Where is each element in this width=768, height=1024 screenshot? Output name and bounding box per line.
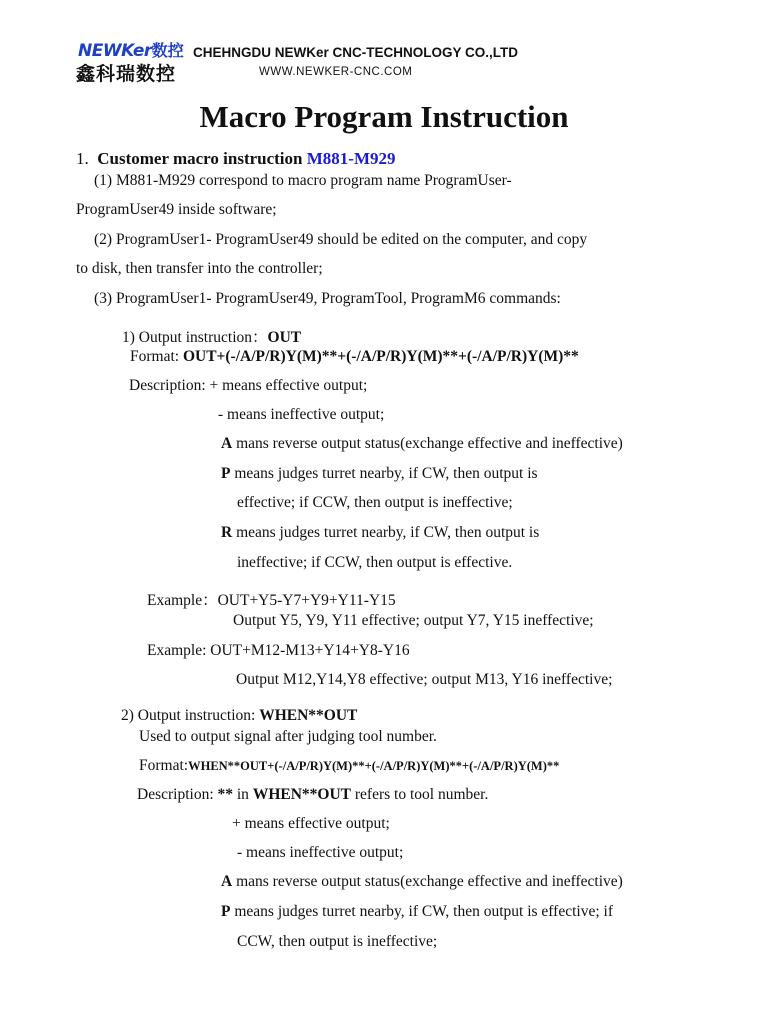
when-desc-key-2: WHEN**OUT (252, 786, 351, 803)
when-format (139, 757, 559, 775)
when-description (137, 786, 488, 804)
out-heading-cmd: OUT (267, 329, 302, 346)
section-range: M881-M929 (306, 149, 396, 168)
out-desc-a (221, 435, 623, 453)
out-p-text-1: means judges turret nearby, if CW, then output is (230, 465, 538, 482)
out-format (130, 348, 579, 366)
paragraph-2-line-1: (2) ProgramUser1- ProgramUser49 should be edited on the computer, and copy (94, 231, 588, 248)
out-example-1: Example：OUT+Y5-Y7+Y9+Y11-Y15 (147, 592, 396, 609)
out-desc-r-line-2: ineffective; if CCW, then output is effective. (237, 554, 513, 571)
when-desc-p (221, 903, 613, 921)
out-desc-r (221, 524, 539, 542)
out-example-1-result: Output Y5, Y9, Y11 effective; output Y7, Y15 ineffective; (233, 612, 594, 629)
section-number: 1. (76, 149, 89, 168)
when-format-value: WHEN**OUT+(-/A/P/R)Y(M)**+(-/A/P/R)Y(M)**+(-/A/P/R)Y(M)** (188, 759, 560, 773)
logo (78, 38, 184, 61)
out-desc-minus: - means ineffective output; (218, 406, 385, 423)
paragraph-2-line-2: to disk, then transfer into the controller; (76, 260, 323, 277)
section-title: Customer macro instruction (97, 149, 303, 168)
when-desc-p-line-2: CCW, then output is ineffective; (237, 933, 438, 950)
paragraph-1-line-1: (1) M881-M929 correspond to macro program name ProgramUser- (94, 172, 512, 189)
section-heading (76, 149, 396, 169)
when-heading (121, 707, 357, 725)
company-name: CHEHNGDU NEWKer CNC-TECHNOLOGY CO.,LTD (193, 45, 519, 60)
when-desc-mid: in (233, 786, 253, 803)
out-desc-p-line-2: effective; if CCW, then output is ineffective; (237, 494, 513, 511)
when-heading-prefix: 2) Output instruction: (121, 707, 260, 724)
out-desc-p (221, 465, 538, 483)
when-format-label: Format: (139, 757, 189, 774)
out-heading-prefix: 1) Output instruction： (122, 329, 268, 346)
when-heading-cmd: WHEN**OUT (259, 707, 358, 724)
out-heading (122, 325, 301, 347)
when-a-text: mans reverse output status(exchange effective and ineffective) (232, 873, 623, 890)
when-desc-a (221, 873, 623, 891)
when-desc-label: Description: (137, 786, 218, 803)
out-r-key: R (221, 524, 233, 541)
logo-chinese-name: 鑫科瑞数控 (76, 63, 177, 85)
out-format-label: Format: (130, 348, 183, 365)
when-desc-plus: + means effective output; (232, 815, 390, 832)
when-p-text-1: means judges turret nearby, if CW, then output is effective; if (230, 903, 613, 920)
out-description: Description: + means effective output; (129, 377, 368, 394)
company-website: WWW.NEWKER-CNC.COM (259, 66, 413, 78)
when-desc-key-1: ** (217, 786, 233, 803)
page-title: Macro Program Instruction (199, 99, 569, 134)
out-example-2-result: Output M12,Y14,Y8 effective; output M13, Y16 ineffective; (236, 671, 613, 688)
out-format-value: OUT+(-/A/P/R)Y(M)**+(-/A/P/R)Y(M)**+(-/A/P/R)Y(M)** (182, 348, 579, 365)
when-p-key: P (221, 903, 231, 920)
out-r-text-1: means judges turret nearby, if CW, then output is (232, 524, 540, 541)
logo-latin-text: NEWKer (78, 41, 152, 61)
logo-cn-top-text: 数控 (151, 41, 184, 60)
when-a-key: A (221, 873, 233, 890)
out-example-2: Example: OUT+M12-M13+Y14+Y8-Y16 (147, 642, 410, 659)
paragraph-3: (3) ProgramUser1- ProgramUser49, ProgramTool, ProgramM6 commands: (94, 290, 561, 307)
when-desc-minus: - means ineffective output; (237, 844, 404, 861)
paragraph-1-line-2: ProgramUser49 inside software; (76, 201, 277, 218)
when-usage: Used to output signal after judging tool number. (139, 728, 437, 745)
out-a-text: mans reverse output status(exchange effective and ineffective) (232, 435, 623, 452)
when-desc-end: refers to tool number. (351, 786, 489, 803)
out-a-key: A (221, 435, 233, 452)
out-p-key: P (221, 465, 231, 482)
